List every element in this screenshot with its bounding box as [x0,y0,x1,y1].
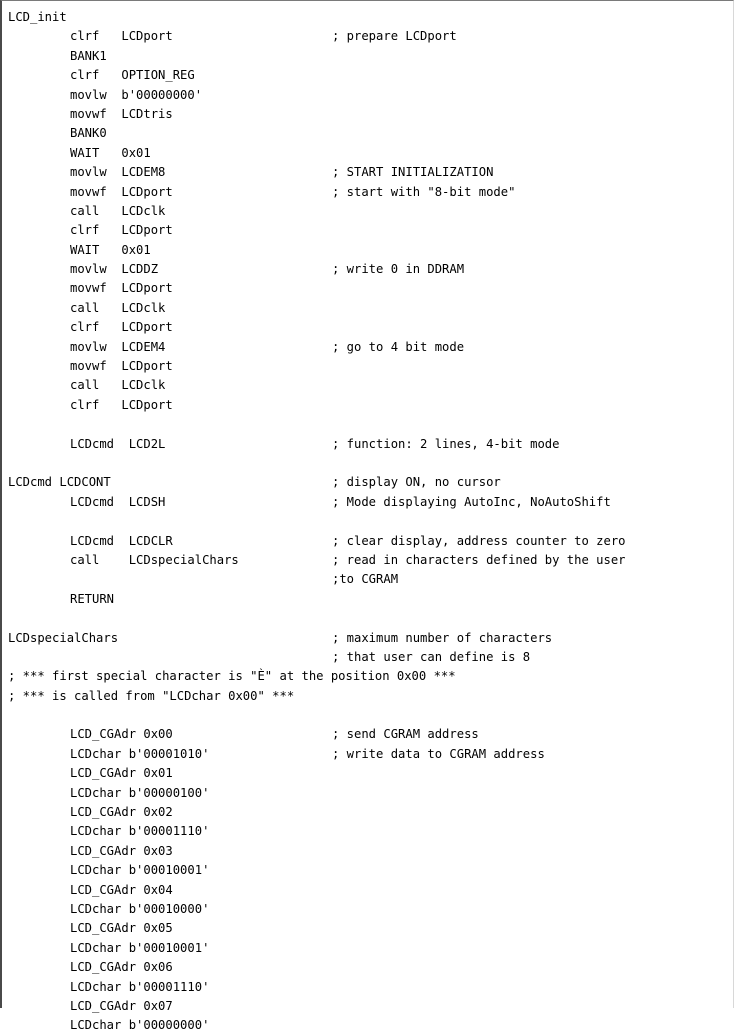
code-line [8,590,731,609]
code-line [8,105,731,124]
code-label: LCDcmd LCDCONT [8,475,111,490]
code-instruction: movlw LCDDZ [70,262,159,277]
code-instruction: call LCDclk [70,378,166,393]
code-line [8,745,731,764]
code-instruction: LCDcmd LCDSH [70,494,166,509]
code-instruction: clrf LCDport [70,223,173,238]
code-instruction: LCDchar b'00001010' [70,746,210,761]
code-instruction: LCD_CGAdr 0x04 [70,882,173,897]
code-comment: ; read in characters defined by the user [332,552,626,567]
code-line [8,609,731,628]
code-line [8,978,731,997]
code-line [8,493,731,512]
code-instruction: LCDchar b'00010001' [70,863,210,878]
code-line [8,822,731,841]
code-line [8,318,731,337]
code-label: ; *** first special character is "È" at the position 0x00 *** [8,669,456,684]
code-line [8,842,731,861]
code-instruction: call LCDspecialChars [70,552,239,567]
code-label: LCDspecialChars [8,630,119,645]
code-line [8,919,731,938]
code-line [8,27,731,46]
code-comment: ; start with "8-bit mode" [332,184,516,199]
code-comment: ; that user can define is 8 [332,649,531,664]
code-line [8,124,731,143]
code-instruction: WAIT 0x01 [70,145,151,160]
code-line [8,648,731,667]
code-line [8,435,731,454]
code-line [8,958,731,977]
code-instruction: movlw b'00000000' [70,87,203,102]
code-instruction: LCD_CGAdr 0x07 [70,998,173,1013]
code-instruction: LCD_CGAdr 0x01 [70,766,173,781]
code-instruction: LCDchar b'00010000' [70,901,210,916]
code-instruction: LCD_CGAdr 0x03 [70,843,173,858]
code-line [8,939,731,958]
code-line [8,570,731,589]
code-instruction: LCDchar b'00000000' [70,1018,210,1033]
code-instruction: LCD_CGAdr 0x05 [70,921,173,936]
code-comment: ; maximum number of characters [332,630,553,645]
code-instruction: LCDcmd LCD2L [70,436,166,451]
code-line [8,551,731,570]
code-line [8,8,731,27]
code-instruction: movlw LCDEM8 [70,165,166,180]
code-line [8,997,731,1016]
code-line [8,667,731,686]
code-instruction: LCD_CGAdr 0x00 [70,727,173,742]
code-line [8,415,731,434]
code-line [8,725,731,744]
code-line [8,473,731,492]
code-line [8,861,731,880]
code-comment: ; function: 2 lines, 4-bit mode [332,436,560,451]
code-line [8,784,731,803]
code-comment: ; clear display, address counter to zero [332,533,626,548]
code-line [8,687,731,706]
code-comment: ;to CGRAM [332,572,399,587]
code-instruction: LCDcmd LCDCLR [70,533,173,548]
code-instruction: LCDchar b'00010001' [70,940,210,955]
code-instruction: movwf LCDport [70,184,173,199]
code-instruction: movwf LCDport [70,281,173,296]
code-instruction: call LCDclk [70,203,166,218]
code-line [8,47,731,66]
code-line [8,803,731,822]
code-line [8,260,731,279]
code-comment: ; write data to CGRAM address [332,746,545,761]
code-line [8,532,731,551]
code-line [8,512,731,531]
code-instruction: LCDchar b'00000100' [70,785,210,800]
code-label: ; *** is called from "LCDchar 0x00" *** [8,688,295,703]
code-comment: ; Mode displaying AutoInc, NoAutoShift [332,494,611,509]
code-line [8,66,731,85]
code-instruction: clrf LCDport [70,320,173,335]
code-line [8,86,731,105]
code-instruction: clrf OPTION_REG [70,68,195,83]
code-line [8,376,731,395]
code-line [8,706,731,725]
code-comment: ; write 0 in DDRAM [332,262,465,277]
code-instruction: BANK0 [70,126,107,141]
code-instruction: LCDchar b'00001110' [70,824,210,839]
code-comment: ; START INITIALIZATION [332,165,494,180]
code-instruction: call LCDclk [70,300,166,315]
code-line [8,144,731,163]
code-line [8,202,731,221]
code-instruction: LCD_CGAdr 0x02 [70,805,173,820]
code-line [8,299,731,318]
code-instruction: LCD_CGAdr 0x06 [70,960,173,975]
code-instruction: movwf LCDtris [70,106,173,121]
code-line [8,338,731,357]
code-comment: ; display ON, no cursor [332,475,501,490]
code-instruction: movlw LCDEM4 [70,339,166,354]
code-line [8,221,731,240]
code-line [8,279,731,298]
code-instruction: WAIT 0x01 [70,242,151,257]
code-instruction: clrf LCDport [70,29,173,44]
code-line [8,241,731,260]
code-label: LCD_init [8,10,67,24]
code-line [8,900,731,919]
code-comment: ; send CGRAM address [332,727,479,742]
code-listing [8,8,731,1036]
code-line [8,163,731,182]
code-instruction: LCDchar b'00001110' [70,979,210,994]
code-line [8,454,731,473]
code-line [8,183,731,202]
code-comment: ; prepare LCDport [332,29,457,44]
code-line [8,357,731,376]
code-line [8,1016,731,1035]
code-instruction: BANK1 [70,48,107,63]
code-line [8,764,731,783]
code-instruction: RETURN [70,591,115,606]
code-line [8,396,731,415]
code-line [8,629,731,648]
code-instruction: movwf LCDport [70,359,173,374]
code-instruction: clrf LCDport [70,397,173,412]
code-line [8,881,731,900]
code-comment: ; go to 4 bit mode [332,339,465,354]
